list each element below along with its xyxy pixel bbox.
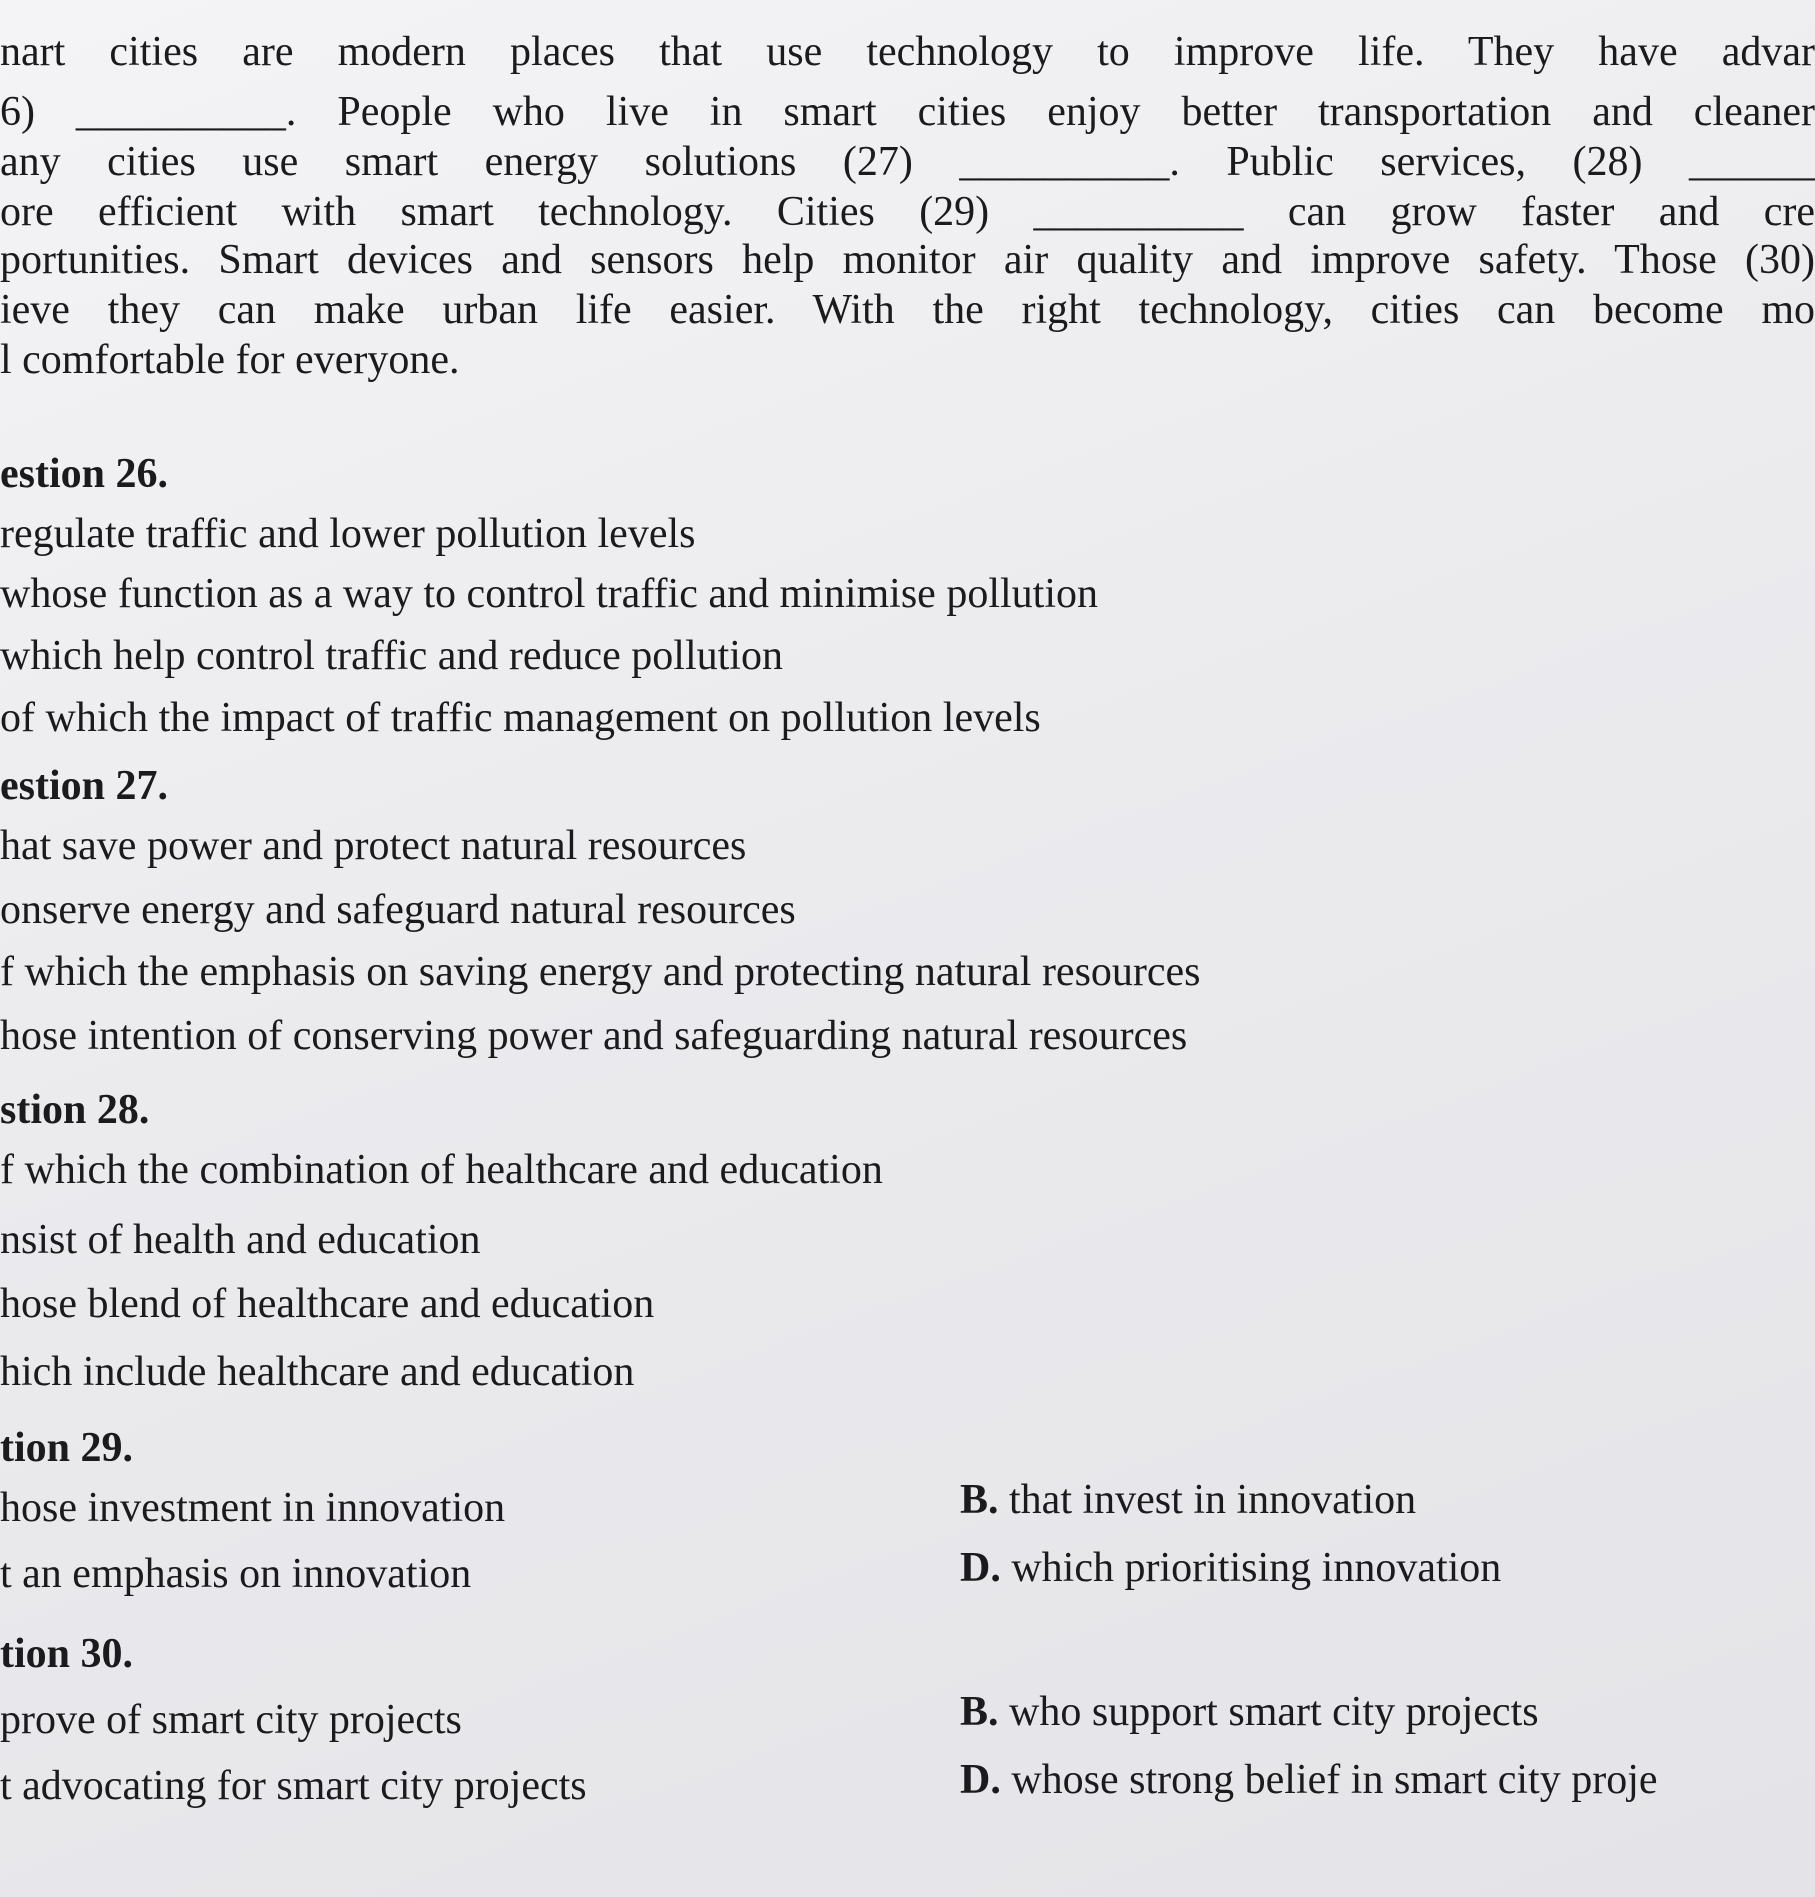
option-letter: B. bbox=[960, 1477, 999, 1523]
question-29-option-d[interactable] bbox=[960, 1544, 1501, 1592]
passage-line: any cities use smart energy solutions (27) __________. Public services, (28) ______ bbox=[0, 139, 1815, 185]
passage-line: ieve they can make urban life easier. With the right technology, cities can become mo bbox=[0, 287, 1815, 333]
question-30-option-d[interactable] bbox=[960, 1756, 1815, 1804]
passage-line: nart cities are modern places that use technology to improve life. They have advar bbox=[0, 29, 1815, 75]
question-29-heading: tion 29. bbox=[0, 1425, 134, 1471]
question-27-option[interactable]: hose intention of conserving power and safeguarding natural resources bbox=[0, 1013, 1188, 1059]
question-29-option-b[interactable] bbox=[960, 1476, 1416, 1524]
question-30-option-c[interactable]: t advocating for smart city projects bbox=[0, 1763, 587, 1809]
passage-line: l comfortable for everyone. bbox=[0, 337, 460, 383]
question-26-option[interactable]: of which the impact of traffic management on pollution levels bbox=[0, 695, 1041, 741]
question-26-option[interactable]: which help control traffic and reduce pollution bbox=[0, 633, 783, 679]
question-28-heading: stion 28. bbox=[0, 1087, 150, 1133]
question-27-heading: estion 27. bbox=[0, 763, 168, 809]
question-29-option-a[interactable]: hose investment in innovation bbox=[0, 1485, 506, 1531]
option-text: who support smart city projects bbox=[1009, 1689, 1539, 1735]
option-text: that invest in innovation bbox=[1009, 1477, 1417, 1523]
question-30-option-a[interactable]: prove of smart city projects bbox=[0, 1697, 462, 1743]
option-letter: D. bbox=[960, 1757, 1001, 1803]
option-letter: B. bbox=[960, 1689, 999, 1735]
option-text: which prioritising innovation bbox=[1011, 1545, 1502, 1591]
option-letter: D. bbox=[960, 1545, 1001, 1591]
passage-line: ore efficient with smart technology. Cities (29) __________ can grow faster and cre bbox=[0, 189, 1815, 235]
question-28-option[interactable]: nsist of health and education bbox=[0, 1217, 481, 1263]
option-text: whose strong belief in smart city proje bbox=[1011, 1757, 1658, 1803]
question-30-option-b[interactable] bbox=[960, 1688, 1539, 1736]
passage-line: 6) __________. People who live in smart cities enjoy better transportation and cleaner bbox=[0, 89, 1815, 135]
question-30-heading: tion 30. bbox=[0, 1631, 134, 1677]
passage-line: portunities. Smart devices and sensors help monitor air quality and improve safety. Those (30) bbox=[0, 237, 1815, 283]
question-28-option[interactable]: hose blend of healthcare and education bbox=[0, 1281, 655, 1327]
question-27-option[interactable]: hat save power and protect natural resources bbox=[0, 823, 747, 869]
question-26-option[interactable]: whose function as a way to control traffic and minimise pollution bbox=[0, 571, 1098, 617]
question-27-option[interactable]: f which the emphasis on saving energy and protecting natural resources bbox=[0, 949, 1201, 995]
question-28-option[interactable]: f which the combination of healthcare and education bbox=[0, 1147, 883, 1193]
question-28-option[interactable]: hich include healthcare and education bbox=[0, 1349, 635, 1395]
question-29-option-c[interactable]: t an emphasis on innovation bbox=[0, 1551, 472, 1597]
question-27-option[interactable]: onserve energy and safeguard natural resources bbox=[0, 887, 796, 933]
question-26-option[interactable]: regulate traffic and lower pollution levels bbox=[0, 511, 696, 557]
question-26-heading: estion 26. bbox=[0, 451, 168, 497]
